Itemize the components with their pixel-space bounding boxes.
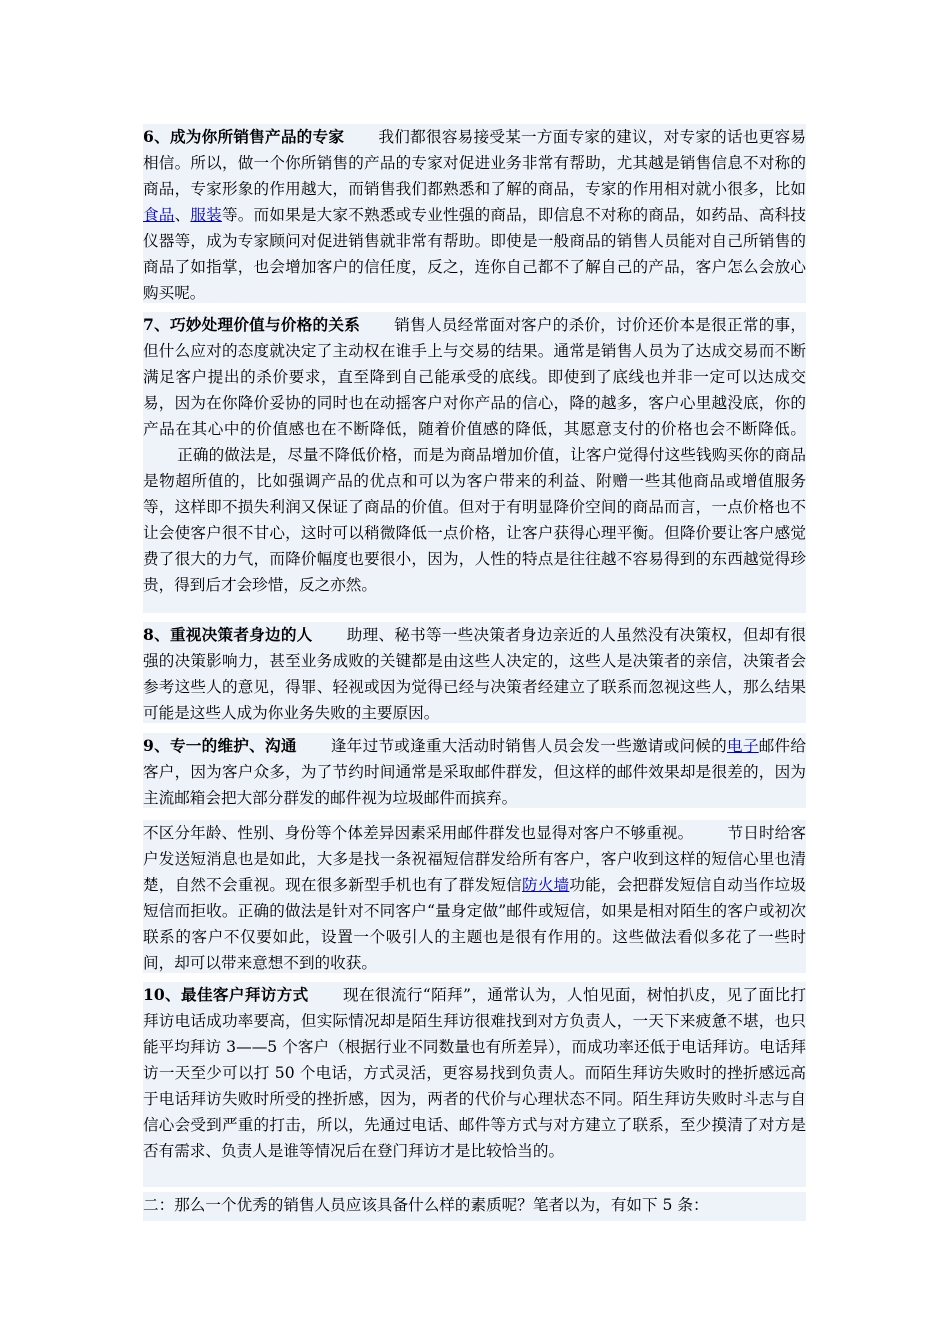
section-8-heading: 8、重视决策者身边的人 xyxy=(143,625,313,644)
section-8-text: 助理、秘书等一些决策者身边亲近的人虽然没有决策权，但却有很强的决策影响力，甚至业务成败的关键都是由这些人决定的，这些人是决策者的亲信，决策者会参考这些人的意见，得罪、轻视或因为觉得已经与决策者经建立了联系而忽视这些人，那么结果可能是这些人成为你业务失败的主要原因。 xyxy=(143,626,806,722)
section-9-continued-paragraph xyxy=(143,820,806,973)
link-clothing[interactable]: 服装 xyxy=(190,206,222,224)
section-9b-text: 不区分年龄、性别、身份等个体差异因素采用邮件群发也显得对客户不够重视。 xyxy=(143,824,694,842)
section-9-heading: 9、专一的维护、沟通 xyxy=(143,736,297,755)
link-firewall[interactable]: 防火墙 xyxy=(521,876,570,894)
link-food[interactable]: 食品 xyxy=(143,206,175,224)
section-10-text: 现在很流行“陌拜”，通常认为，人怕见面，树怕扒皮，见了面比打拜访电话成功率要高，但实际情况却是陌生拜访很难找到对方负责人，一天下来疲惫不堪，也只能平均拜访 3——5 个客户（根据行业不同数量也有所差异），而成功率还低于电话拜访。电话拜访一天至少可以打 50 个电话，方式灵活，更容易找到负责人。而陌生拜访失败时的挫折感远高于电话拜访失败时所受的挫折感，因为，两者的代价与心理状态不同。陌生拜访失败时斗志与自信心会受到严重的打击，所以，先通过电话、邮件等方式与对方建立了联系，至少摸清了对方是否有需求、负责人是谁等情况后在登门拜访才是比较恰当的。 xyxy=(143,986,806,1160)
section-6-text: 我们都很容易接受某一方面专家的建议，对专家的话也更容易相信。所以，做一个你所销售的产品的专家对促进业务非常有帮助，尤其越是销售信息不对称的商品，专家形象的作用越大，而销售我们都熟悉和了解的商品，专家的作用相对就小很多，比如 xyxy=(143,128,806,198)
section-10-heading: 10、最佳客户拜访方式 xyxy=(143,985,309,1004)
section-6-paragraph xyxy=(143,124,806,303)
section-6-text-cont: 等。而如果是大家不熟悉或专业性强的商品，即信息不对称的商品，如药品、高科技仪器等，成为专家顾问对促进销售就非常有帮助。即使是一般商品的销售人员能对自己所销售的商品了如指掌，也会增加客户的信任度，反之，连你自己都不了解自己的产品，客户怎么会放心购买呢。 xyxy=(143,206,806,302)
section-11-text: 二：那么一个优秀的销售人员应该具备什么样的素质呢？笔者以为，有如下 5 条： xyxy=(143,1196,709,1214)
section-11-paragraph xyxy=(143,1192,806,1221)
section-7-heading: 7、巧妙处理价值与价格的关系 xyxy=(143,315,361,334)
section-8-paragraph xyxy=(143,622,806,723)
section-9-paragraph xyxy=(143,733,806,808)
section-9-text: 逢年过节或逢重大活动时销售人员会发一些邀请或问候的 xyxy=(330,737,727,755)
section-9b-text-cont: 节日时给客户发送短消息也是如此，大多是找一条祝福短信群发给所有客户，客户收到这样的短信心里也清楚，自然不会重视。现在很多新型手机也有了群发短信 xyxy=(143,824,806,894)
separator: 、 xyxy=(174,206,191,224)
section-7-paragraph xyxy=(143,312,806,613)
link-email[interactable]: 电子 xyxy=(727,737,759,755)
section-10-paragraph xyxy=(143,982,806,1187)
section-6-heading: 6、成为你所销售产品的专家 xyxy=(143,127,345,146)
section-7-text-cont: 正确的做法是，尽量不降低价格，而是为商品增加价值，让客户觉得付这些钱购买你的商品是物超所值的，比如强调产品的优点和可以为客户带来的利益、附赠一些其他商品或增值服务等，这样即不损失利润又保证了商品的价值。但对于有明显降价空间的商品而言，一点价格也不让会使客户很不甘心，这时可以稍微降低一点价格，让客户获得心理平衡。但降价要让客户感觉费了很大的力气，而降价幅度也要很小，因为，人性的特点是往往越不容易得到的东西越觉得珍贵，得到后才会珍惜，反之亦然。 xyxy=(143,446,806,594)
section-7-text: 销售人员经常面对客户的杀价，讨价还价本是很正常的事，但什么应对的态度就决定了主动权在谁手上与交易的结果。通常是销售人员为了达成交易而不断满足客户提出的杀价要求，直至降到自己能承受的底线。即使到了底线也并非一定可以达成交易，因为在你降价妥协的同时也在动摇客户对你产品的信心，降的越多，客户心里越没底，你的产品在其心中的价值感也在不断降低，随着价值感的降低，其愿意支付的价格也会不断降低。 xyxy=(143,316,806,438)
section-9-text-cont: 邮件给客户，因为客户众多，为了节约时间通常是采取邮件群发，但这样的邮件效果却是很差的，因为主流邮箱会把大部分群发的邮件视为垃圾邮件而摈弃。 xyxy=(143,737,806,807)
section-9b-text-end: 功能，会把群发短信自动当作垃圾短信而拒收。正确的做法是针对不同客户“量身定做”邮件或短信，如果是相对陌生的客户或初次联系的客户不仅要如此，设置一个吸引人的主题也是很有作用的。这些做法看似多花了一些时间，却可以带来意想不到的收获。 xyxy=(143,876,806,972)
